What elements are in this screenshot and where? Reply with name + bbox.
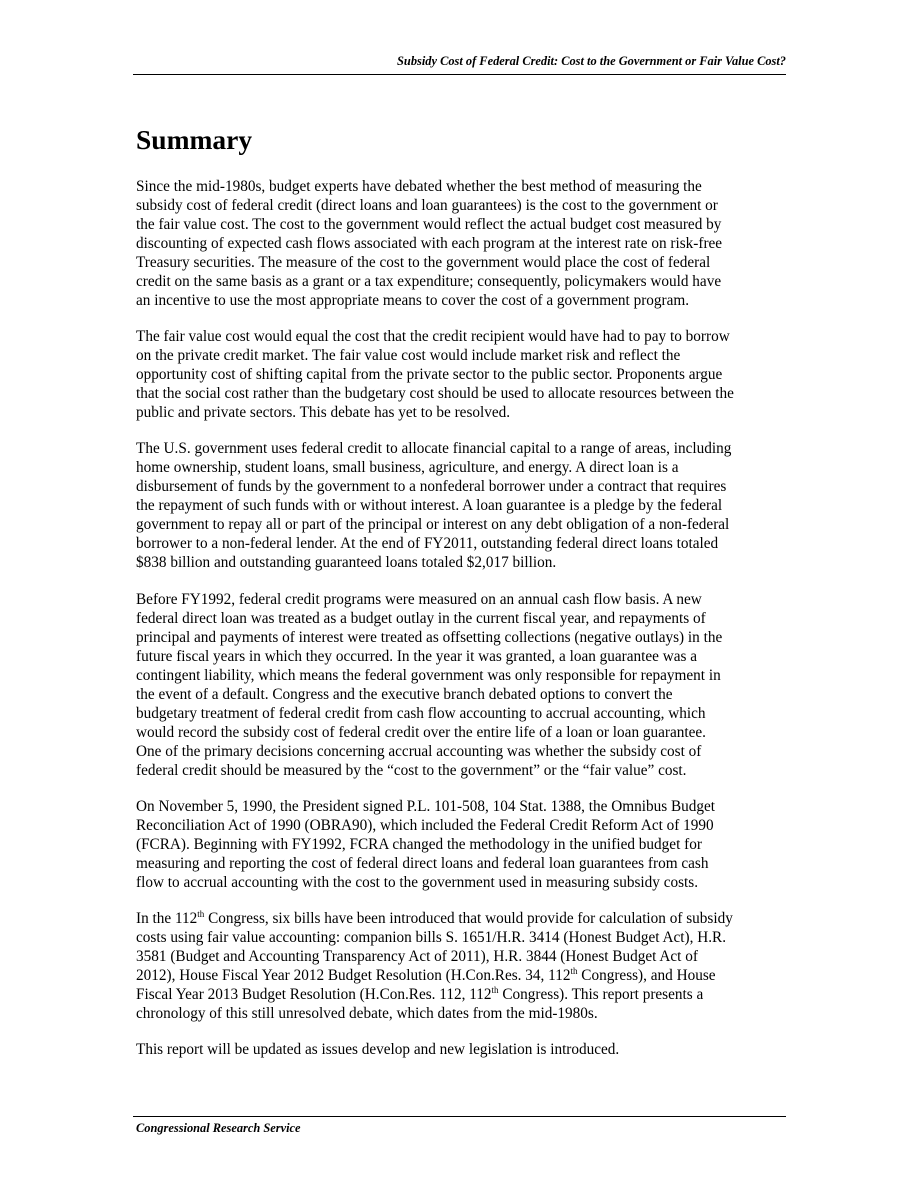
text-line: subsidy cost of federal credit (direct loans and loan guarantees) is the cost to the government or	[136, 197, 718, 214]
text-line: On November 5, 1990, the President signed P.L. 101-508, 104 Stat. 1388, the Omnibus Budget	[136, 797, 716, 815]
text-line: The fair value cost would equal the cost that the credit recipient would have had to pay to borrow	[136, 328, 730, 346]
text-line: the event of a default. Congress and the executive branch debated options to convert the	[136, 685, 673, 703]
text-line	[136, 966, 786, 985]
text-line	[136, 909, 786, 928]
text-line: Since the mid-1980s, budget experts have debated whether the best method of measuring the	[136, 178, 702, 195]
text-line: that the social cost rather than the budgetary cost should be used to allocate resources between the	[136, 385, 734, 403]
footer-divider	[133, 1116, 786, 1117]
text-line: on the private credit market. The fair value cost would include market risk and reflect the	[136, 347, 681, 365]
paragraph	[136, 439, 786, 572]
text-line: measuring and reporting the cost of federal direct loans and federal loan guarantees from cash	[136, 854, 709, 872]
text-line: One of the primary decisions concerning accrual accounting was whether the subsidy cost of	[136, 742, 702, 760]
text-line: budgetary treatment of federal credit from cash flow accounting to accrual accounting, which	[136, 704, 706, 722]
text-line: $838 billion and outstanding guaranteed loans totaled $2,017 billion.	[136, 554, 557, 572]
paragraph	[136, 327, 786, 422]
text-run: Congress, six bills have been introduced that would provide for calculation of subsidy	[204, 909, 733, 927]
text-run: Congress). This report presents a	[498, 985, 704, 1003]
body-text	[136, 177, 786, 1076]
text-line	[136, 985, 786, 1004]
text-line: opportunity cost of shifting capital from the private sector to the public sector. Proponents argue	[136, 366, 723, 384]
text-line: flow to accrual accounting with the cost to the government used in measuring subsidy costs.	[136, 873, 699, 891]
text-line: principal and payments of interest were treated as offsetting collections (negative outlays) in the	[136, 628, 723, 646]
text-line: an incentive to use the most appropriate means to cover the cost of a government program.	[136, 292, 690, 309]
text-line: Before FY1992, federal credit programs were measured on an annual cash flow basis. A new	[136, 590, 702, 608]
text-run: In the 112	[136, 909, 198, 927]
paragraph	[136, 909, 786, 1023]
text-line: government to repay all or part of the principal or interest on any debt obligation of a non-federal	[136, 516, 730, 534]
paragraph	[136, 177, 786, 310]
text-line: This report will be updated as issues develop and new legislation is introduced.	[136, 1041, 620, 1059]
paragraph	[136, 797, 786, 892]
text-line: discounting of expected cash flows associated with each program at the interest rate on risk-free	[136, 235, 723, 252]
text-line: chronology of this still unresolved debate, which dates from the mid-1980s.	[136, 1004, 598, 1022]
superscript: th	[570, 965, 578, 976]
text-line: federal direct loan was treated as a budget outlay in the current fiscal year, and repayments of	[136, 609, 706, 627]
text-line: borrower to a non-federal lender. At the end of FY2011, outstanding federal direct loans totaled	[136, 535, 719, 553]
text-line: public and private sectors. This debate has yet to be resolved.	[136, 404, 511, 422]
text-run: Congress), and House	[577, 966, 716, 984]
text-line: disbursement of funds by the government to a nonfederal borrower under a contract that requires	[136, 478, 727, 496]
text-run: Fiscal Year 2013 Budget Resolution (H.Con.Res. 112, 112	[136, 985, 492, 1003]
text-line: federal credit should be measured by the “cost to the government” or the “fair value” cost.	[136, 761, 687, 779]
text-line: The U.S. government uses federal credit to allocate financial capital to a range of areas, including	[136, 440, 732, 458]
paragraph	[136, 590, 786, 780]
text-line: costs using fair value accounting: companion bills S. 1651/H.R. 3414 (Honest Budget Act), H.R.	[136, 928, 727, 946]
text-run: 2012), House Fiscal Year 2012 Budget Resolution (H.Con.Res. 34, 112	[136, 966, 571, 984]
running-header: Subsidy Cost of Federal Credit: Cost to the Government or Fair Value Cost?	[133, 54, 786, 75]
paragraph	[136, 1040, 786, 1059]
footer: Congressional Research Service	[136, 1121, 301, 1135]
page-title: Summary	[136, 124, 253, 155]
text-line: would record the subsidy cost of federal credit over the entire life of a loan or loan guarantee.	[136, 723, 706, 741]
text-line: the repayment of such funds with or without interest. A loan guarantee is a pledge by the federal	[136, 497, 723, 515]
text-line: 3581 (Budget and Accounting Transparency Act of 2011), H.R. 3844 (Honest Budget Act of	[136, 947, 698, 965]
text-line: home ownership, student loans, small business, agriculture, and energy. A direct loan is a	[136, 459, 679, 477]
text-line: Treasury securities. The measure of the cost to the government would place the cost of federal	[136, 254, 711, 271]
text-line: (FCRA). Beginning with FY1992, FCRA changed the methodology in the unified budget for	[136, 835, 702, 853]
text-line: contingent liability, which means the federal government was only responsible for repayment in	[136, 666, 721, 684]
superscript: th	[491, 984, 499, 995]
text-line: credit on the same basis as a grant or a tax expenditure; consequently, policymakers would have	[136, 273, 722, 290]
text-line: Reconciliation Act of 1990 (OBRA90), which included the Federal Credit Reform Act of 1990	[136, 816, 714, 834]
text-line: the fair value cost. The cost to the government would reflect the actual budget cost measured by	[136, 216, 722, 233]
text-line: future fiscal years in which they occurred. In the year it was granted, a loan guarantee was a	[136, 647, 698, 665]
superscript: th	[197, 908, 205, 919]
